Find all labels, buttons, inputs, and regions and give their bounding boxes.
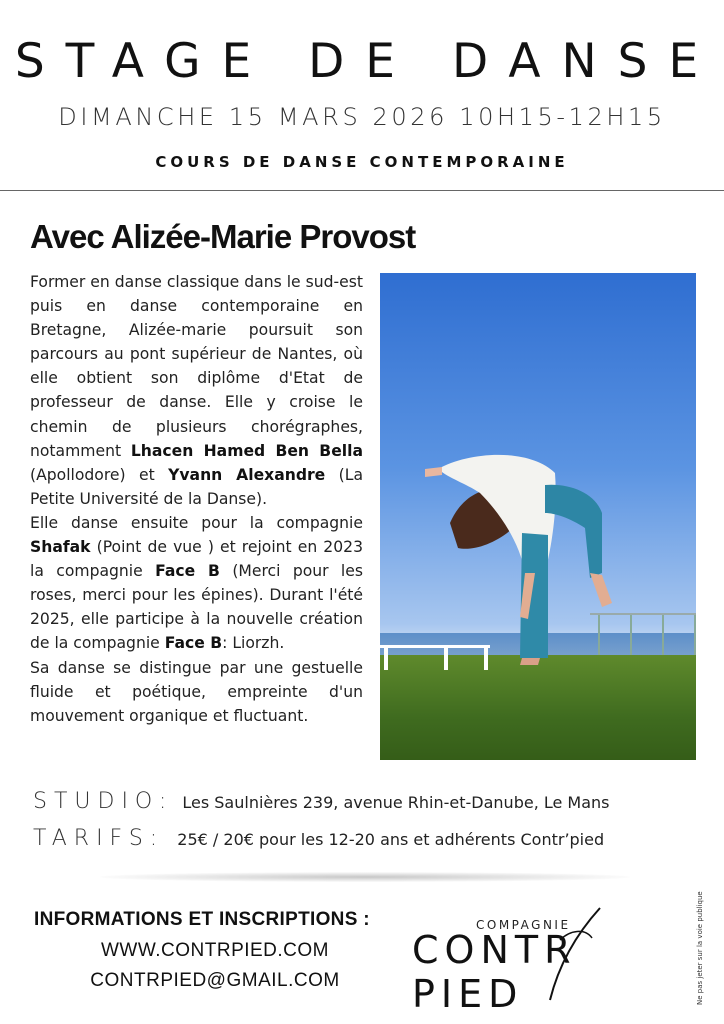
choreographer-name: Lhacen Hamed Ben Bella xyxy=(130,441,363,460)
website-link[interactable]: WWW.CONTRPIED.COM xyxy=(100,940,330,961)
shadow-divider xyxy=(100,872,630,882)
logo-big-text: CONTR PIED xyxy=(412,928,577,1016)
bio-paragraph-2: Elle danse ensuite pour la compagnie Shafak (Point de vue ) et rejoint en 2023 la compagnie Face B (Merci pour les roses, merci pour les épines). Durant l'été 2025, elle participe à la nouvelle création de la compagnie Face B: Liorzh. xyxy=(30,513,363,653)
tarifs-line xyxy=(33,826,604,851)
contact-heading: INFORMATIONS ET INSCRIPTIONS : xyxy=(34,909,370,930)
biography xyxy=(30,270,363,728)
tarifs-value: 25€ / 20€ pour les 12-20 ans et adhérents Contr’pied xyxy=(177,830,605,849)
studio-label: STUDIO: xyxy=(33,789,174,814)
bio-paragraph-1: Former en danse classique dans le sud-est puis en danse contemporaine en Bretagne, Alizée-marie poursuit son parcours au pont supérieur de Nantes, où elle obtient son diplôme d'Etat de professeur de danse. Elle y croise le chemin de plusieurs chorégraphes, notamment Lhacen Hamed Ben Bella (Apollodore) et Yvann Alexandre (La Petite Université de la Danse). xyxy=(30,273,363,508)
studio-line xyxy=(33,789,610,814)
bio-paragraph-3: Sa danse se distingue par une gestuelle fluide et poétique, empreinte d'un mouvement organique et fluctuant. xyxy=(30,658,363,725)
logo-small-text: COMPAGNIE xyxy=(476,918,571,932)
email-link[interactable]: CONTRPIED@GMAIL.COM xyxy=(90,970,340,991)
studio-address: Les Saulnières 239, avenue Rhin-et-Danube, Le Mans xyxy=(182,793,610,812)
company-name: Face B xyxy=(155,562,220,581)
divider xyxy=(0,190,724,191)
company-name: Face B xyxy=(164,634,223,653)
choreographer-name: Yvann Alexandre xyxy=(168,465,326,484)
dancer-photo xyxy=(380,273,696,760)
disposal-note: Ne pas jeter sur la voie publique xyxy=(696,891,704,1005)
tarifs-label: TARIFS: xyxy=(33,826,165,851)
company-name: Shafak xyxy=(30,538,91,557)
dancer-figure xyxy=(380,273,696,760)
company-logo xyxy=(410,900,680,1016)
course-type: COURS DE DANSE CONTEMPORAINE xyxy=(155,153,569,171)
event-date: DIMANCHE 15 MARS 2026 10H15-12H15 xyxy=(58,103,666,131)
teacher-heading: Avec Alizée-Marie Provost xyxy=(30,218,416,255)
page-title: STAGE DE DANSE xyxy=(14,34,720,89)
